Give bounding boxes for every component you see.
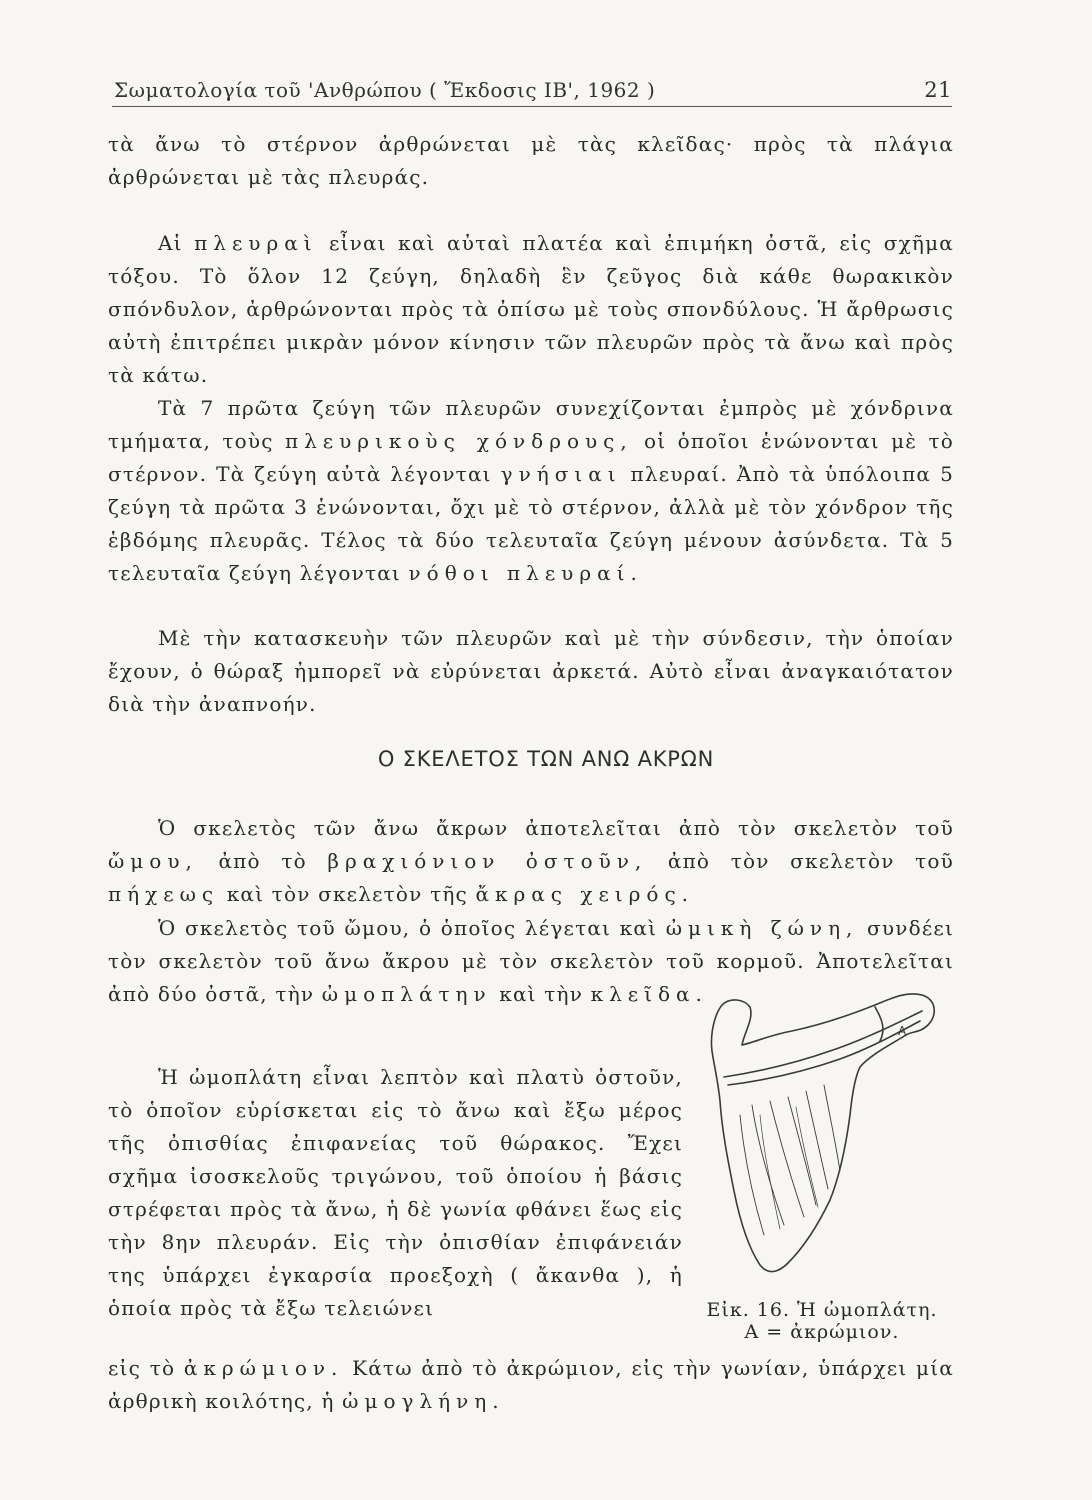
term-shoulder: ὤμου, [108,849,198,873]
term-glenoid: ὠμογλήνη. [342,1389,505,1413]
term-shoulder-girdle: ὠμικὴ ζώνη, [665,916,859,940]
paragraph-rib-pairs: Τὰ 7 πρῶτα ζεύγη τῶν πλευρῶν συνεχίζονται ἐμπρὸς μὲ χόνδρινα τμήματα, τοὺς πλευρικοὺς χόνδρους, οἱ ὁποῖοι ἑνώνονται μὲ τὸ στέρνον. Τὰ ζεύγη αὐτὰ λέγονται γνήσιαι πλευραί. Ἀπὸ τὰ ὑπόλοιπα 5 ζεύγη τὰ πρῶτα 3 ἑνώνονται, ὄχι μὲ τὸ στέρνον, ἀλλὰ μὲ τὸν χόνδρον τῆς ἑβδόμης πλευρᾶς. Τέλος τὰ δύο τελευταῖα ζεύγη μένουν ἀσύνδετα. Τὰ 5 τελευταῖα ζεύγη λέγονται νόθοι πλευραί. [108,396,955,585]
caption-main: Εἰκ. 16. Ἡ ὠμοπλάτη. [706,1299,938,1321]
term-acromion: ἀκρώμιον. [183,1356,344,1380]
term-false-ribs: νόθοι πλευραί. [408,561,643,585]
paragraph-thorax: Μὲ τὴν κατασκευὴν τῶν πλευρῶν καὶ μὲ τὴν σύνδεσιν, τὴν ὁποίαν ἔχουν, ὁ θώραξ ἠμπορεῖ νὰ εὐρύνεται ἀρκετά. Αὐτὸ εἶναι ἀναγκαιότατον διὰ τὴν ἀναπνοήν. [108,626,954,716]
paragraph-upper-limb: Ὁ σκελετὸς τῶν ἄνω ἄκρων ἀποτελεῖται ἀπὸ τὸν σκελετὸν τοῦ ὤμου, ἀπὸ τὸ βραχιόνιον ὀστοῦν, ἀπὸ τὸν σκελετὸν τοῦ πήχεως καὶ τὸν σκελετὸν τῆς ἄκρας χειρός. [108,816,955,906]
paragraph-sternum: τὰ ἄνω τὸ στέρνον ἀρθρώνεται μὲ τὰς κλεῖδας· πρὸς τὰ πλάγια ἀρθρώνεται μὲ τὰς πλευράς. [108,132,954,189]
section-heading: Ο ΣΚΕΛΕΤΟΣ ΤΩΝ ΑΝΩ ΑΚΡΩΝ [377,747,715,771]
paragraph-scapula: Ἡ ὠμοπλάτη εἶναι λεπτὸν καὶ πλατὺ ὀστοῦν, τὸ ὁποῖον εὑρίσκεται εἰς τὸ ἄνω καὶ ἔξω μέρος τῆς ὀπισθίας ἐπιφανείας τοῦ θώρακος. Ἔχει σχῆμα ἰσοσκελοῦς τριγώνου, τοῦ ὁποίου ἡ βάσις στρέφεται πρὸς τὰ ἄνω, ἡ δὲ γωνία φθάνει ἕως εἰς τὴν 8ην πλευράν. Εἰς τὴν ὀπισθίαν ἐπιφάνειάν της ὑπάρχει ἐγκαρσία προεξοχὴ ( ἄκανθα ), ἡ ὁποία πρὸς τὰ ἔξω τελειώνει [108,1065,683,1320]
term-scapula: ὠμοπλάτην [321,982,492,1006]
paragraph-shoulder-girdle: Ὁ σκελετὸς τοῦ ὤμου, ὁ ὁποῖος λέγεται καὶ ὠμικὴ ζώνη, συνδέει τὸν σκελετὸν τοῦ ἄνω ἄκρου μὲ τὸν σκελετὸν τοῦ κορμοῦ. Ἀποτελεῖται ἀπὸ δύο ὀστᾶ, τὴν ὠμοπλάτην καὶ τὴν κλεῖδα. [108,916,955,1006]
term-hand: ἄκρας χειρός. [475,882,695,906]
term-forearm: πήχεως [108,882,220,906]
term-costal-cartilages: πλευρικοὺς χόνδρους, [284,429,633,453]
caption-legend: Α = ἀκρώμιον. [744,1321,900,1343]
running-header [112,72,952,107]
page-number: 21 [924,78,952,102]
term-ribs: πλευραὶ [194,231,318,255]
term-true-ribs: γνήσιαι [500,462,622,486]
term-humerus: βραχιόνιον ὀστοῦν, [327,849,648,873]
scapula-figure [700,985,950,1335]
paragraph-acromion: εἰς τὸ ἀκρώμιον. Κάτω ἀπὸ τὸ ἀκρώμιον, εἰς τὴν γωνίαν, ὑπάρχει μία ἀρθρικὴ κοιλότης, ἡ ὠμογλήνη. [108,1356,955,1413]
scapula-illustration [700,985,950,1295]
acromion-label: A [898,1024,907,1038]
term-clavicle: κλεῖδα. [590,982,708,1006]
figure-caption [672,1297,972,1345]
header-title: Σωματολογία τοῦ 'Ανθρώπου ( Ἔκδοσις ΙΒ', 1962 ) [114,78,656,102]
paragraph-ribs: Αἱ πλευραὶ εἶναι καὶ αὐταὶ πλατέα καὶ ἐπιμήκη ὀστᾶ, εἰς σχῆμα τόξου. Τὸ ὅλον 12 ζεύγη, δηλαδὴ ἓν ζεῦγος διὰ κάθε θωρακικὸν σπόνδυλον, ἀρθρώνονται πρὸς τὰ ὀπίσω μὲ τοὺς σπονδύλους. Ἡ ἄρθρωσις αὐτὴ ἐπιτρέπει μικρὰν μόνον κίνησιν τῶν πλευρῶν πρὸς τὰ ἄνω καὶ πρὸς τὰ κάτω. [108,231,955,387]
